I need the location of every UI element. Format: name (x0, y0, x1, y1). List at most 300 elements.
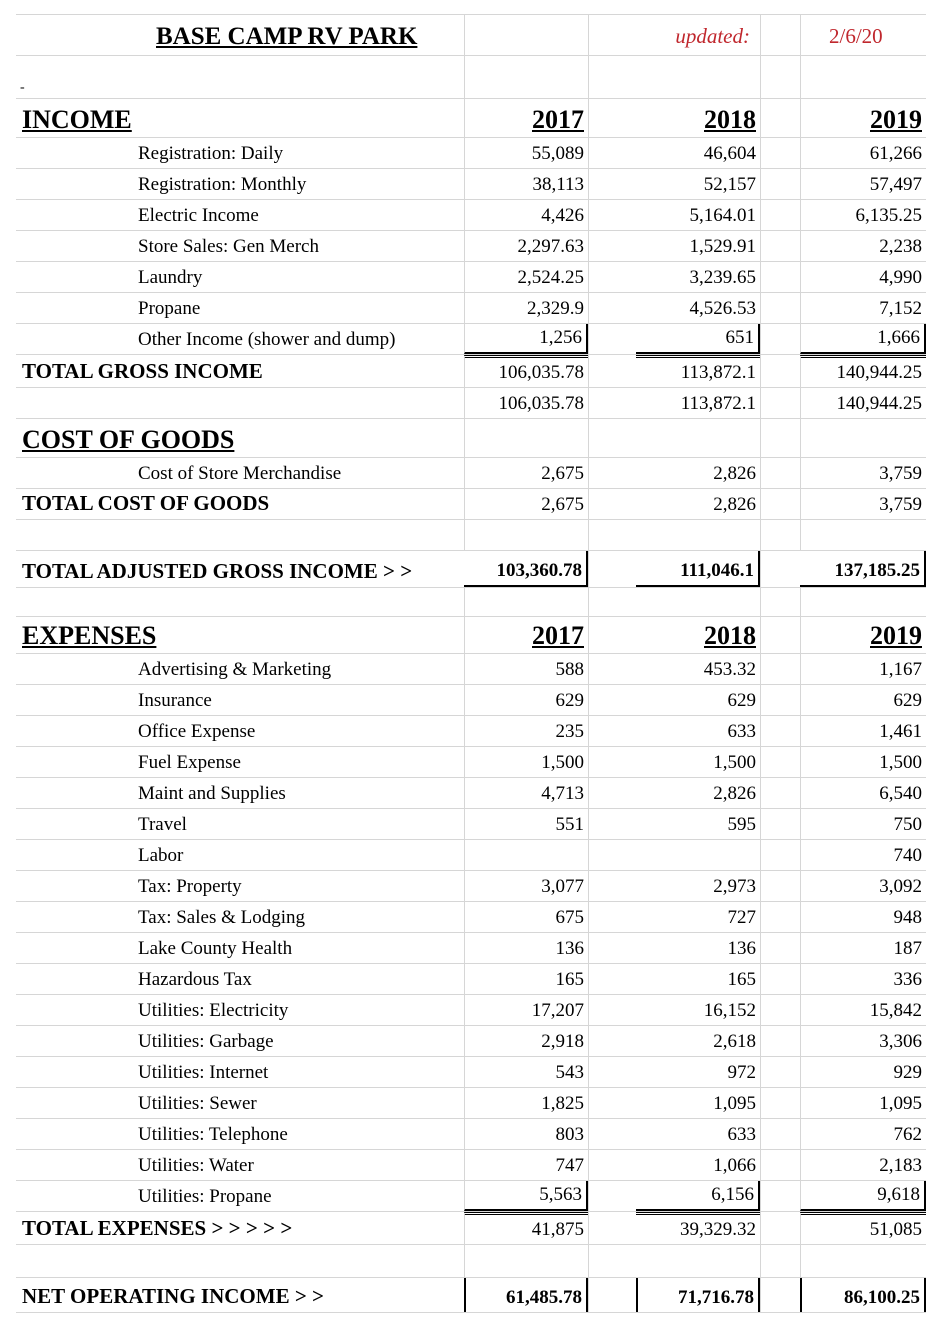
cell[interactable] (464, 520, 588, 550)
cell[interactable] (636, 200, 760, 230)
cell[interactable] (760, 964, 800, 994)
cell[interactable] (588, 419, 636, 457)
cell[interactable] (800, 1119, 926, 1149)
cell[interactable] (636, 169, 760, 199)
cell[interactable] (134, 902, 464, 932)
cell[interactable] (800, 871, 926, 901)
cell[interactable] (588, 200, 636, 230)
cell[interactable] (800, 778, 926, 808)
cell[interactable] (134, 778, 464, 808)
cell[interactable] (464, 685, 588, 715)
cell[interactable] (800, 654, 926, 684)
cell[interactable] (760, 355, 800, 387)
cell[interactable] (800, 138, 926, 168)
cell[interactable] (636, 1088, 760, 1118)
cell[interactable] (800, 1150, 926, 1180)
cell[interactable] (16, 324, 134, 354)
cell[interactable] (760, 588, 800, 616)
cell[interactable] (464, 778, 588, 808)
cell[interactable] (16, 1057, 134, 1087)
cell[interactable] (800, 1245, 926, 1277)
cell[interactable] (16, 778, 134, 808)
cell[interactable] (588, 964, 636, 994)
cell[interactable] (588, 840, 636, 870)
cell[interactable] (588, 489, 636, 519)
cell[interactable] (636, 964, 760, 994)
cell[interactable] (464, 902, 588, 932)
cell[interactable] (16, 902, 134, 932)
cell[interactable] (16, 1278, 464, 1312)
cell[interactable] (636, 617, 760, 653)
expense-item-value-2019: 762 (893, 1124, 922, 1145)
cell[interactable] (16, 1026, 134, 1056)
cell[interactable] (636, 778, 760, 808)
cell[interactable] (16, 419, 464, 457)
cell[interactable] (134, 262, 464, 292)
cell[interactable] (134, 1150, 464, 1180)
cell[interactable] (464, 1245, 588, 1277)
cell[interactable] (800, 169, 926, 199)
cell[interactable] (760, 138, 800, 168)
cell[interactable] (134, 15, 464, 55)
cell[interactable] (636, 419, 760, 457)
cell[interactable] (464, 1057, 588, 1087)
cell[interactable] (636, 685, 760, 715)
cell[interactable] (760, 933, 800, 963)
cell[interactable] (588, 520, 636, 550)
cell[interactable] (800, 902, 926, 932)
cell[interactable] (464, 654, 588, 684)
cell[interactable] (134, 995, 464, 1025)
cell[interactable] (464, 809, 588, 839)
cell[interactable] (800, 964, 926, 994)
cell[interactable] (588, 747, 636, 777)
cell[interactable] (464, 1181, 588, 1211)
cell[interactable] (134, 685, 464, 715)
cell[interactable] (464, 588, 588, 616)
cell[interactable] (760, 1245, 800, 1277)
cell[interactable] (636, 588, 760, 616)
cell[interactable] (636, 138, 760, 168)
expense-item-value-2017: 543 (555, 1062, 584, 1083)
cell[interactable] (800, 56, 926, 98)
cell[interactable] (760, 747, 800, 777)
cell[interactable] (636, 1026, 760, 1056)
cell[interactable] (760, 169, 800, 199)
cell[interactable] (588, 1057, 636, 1087)
cell[interactable] (800, 200, 926, 230)
cell[interactable] (588, 169, 636, 199)
cell[interactable] (16, 1245, 464, 1277)
cell[interactable] (16, 654, 134, 684)
total-cogs-row (16, 489, 926, 520)
cell[interactable] (588, 1088, 636, 1118)
cell[interactable] (464, 489, 588, 519)
cell[interactable] (636, 520, 760, 550)
cell[interactable] (16, 355, 464, 387)
cell[interactable] (16, 138, 134, 168)
cell[interactable] (16, 933, 134, 963)
cell[interactable] (800, 355, 926, 387)
cell[interactable] (588, 902, 636, 932)
cell[interactable] (760, 1088, 800, 1118)
cell[interactable] (760, 489, 800, 519)
cell[interactable] (588, 1150, 636, 1180)
cell[interactable] (760, 200, 800, 230)
cell[interactable] (636, 489, 760, 519)
cell[interactable] (636, 99, 760, 137)
cell[interactable] (800, 840, 926, 870)
cell[interactable] (588, 871, 636, 901)
cell[interactable] (760, 262, 800, 292)
cell[interactable] (464, 419, 588, 457)
cell[interactable] (464, 262, 588, 292)
cell[interactable] (636, 231, 760, 261)
cell[interactable] (464, 324, 588, 354)
cell[interactable] (134, 871, 464, 901)
cell[interactable] (800, 588, 926, 616)
cell[interactable] (16, 871, 134, 901)
cell[interactable] (800, 419, 926, 457)
cell[interactable] (464, 293, 588, 323)
cell[interactable] (760, 840, 800, 870)
expense-item-value-2019: 2,183 (879, 1155, 922, 1176)
cell[interactable] (134, 324, 464, 354)
cell[interactable] (464, 1212, 588, 1244)
cell[interactable] (760, 902, 800, 932)
cell[interactable] (464, 169, 588, 199)
income-item-label: Registration: Daily (138, 143, 284, 164)
cell[interactable] (464, 964, 588, 994)
income-item-value-2017: 55,089 (531, 143, 584, 164)
cell[interactable] (800, 551, 926, 587)
cell[interactable] (588, 1181, 636, 1211)
cell[interactable] (134, 1181, 464, 1211)
cell[interactable] (800, 933, 926, 963)
cell[interactable] (636, 1212, 760, 1244)
cell[interactable] (760, 1181, 800, 1211)
cell[interactable] (636, 871, 760, 901)
expense-item-value-2019: 629 (893, 690, 922, 711)
cell[interactable] (16, 716, 134, 746)
cell[interactable] (760, 458, 800, 488)
cell[interactable] (636, 1278, 760, 1312)
cell[interactable] (800, 293, 926, 323)
expense-item-value-2017: 3,077 (541, 876, 584, 897)
cell[interactable] (464, 231, 588, 261)
cell[interactable] (760, 56, 800, 98)
income-item-value-2017: 2,297.63 (517, 236, 584, 257)
cell[interactable] (16, 169, 134, 199)
cell[interactable] (134, 200, 464, 230)
expense-item-row (16, 778, 926, 809)
updated-label: updated: (675, 24, 750, 48)
spreadsheet (16, 14, 926, 1313)
cell[interactable] (464, 617, 588, 653)
cell[interactable] (636, 1057, 760, 1087)
cell[interactable] (636, 716, 760, 746)
income-item-value-2017: 2,329.9 (527, 298, 584, 319)
cell[interactable] (16, 809, 134, 839)
cell[interactable] (636, 56, 760, 98)
cell[interactable] (588, 15, 636, 55)
cell[interactable] (588, 324, 636, 354)
cell[interactable] (464, 99, 588, 137)
cell[interactable] (636, 902, 760, 932)
cell[interactable] (464, 716, 588, 746)
cell[interactable] (16, 520, 464, 550)
cell[interactable] (636, 1245, 760, 1277)
cell[interactable] (134, 138, 464, 168)
cell[interactable] (16, 1212, 464, 1244)
cell[interactable] (800, 716, 926, 746)
cell[interactable] (464, 15, 588, 55)
cell[interactable] (760, 716, 800, 746)
cell[interactable] (760, 778, 800, 808)
cell[interactable] (16, 995, 134, 1025)
cell[interactable] (16, 551, 464, 587)
cell[interactable] (800, 489, 926, 519)
income-item-value-2017: 4,426 (541, 205, 584, 226)
cell[interactable] (16, 1119, 134, 1149)
cell[interactable] (760, 324, 800, 354)
cell[interactable] (134, 169, 464, 199)
cell[interactable] (134, 747, 464, 777)
income-item-value-2017: 2,524.25 (517, 267, 584, 288)
cell[interactable] (760, 1026, 800, 1056)
cell[interactable] (636, 551, 760, 587)
income-item-value-2019: 6,135.25 (855, 205, 922, 226)
cell[interactable] (16, 200, 134, 230)
cell[interactable] (800, 388, 926, 418)
cell[interactable] (464, 871, 588, 901)
total-cogs-label: TOTAL COST OF GOODS (22, 491, 270, 515)
cell[interactable] (760, 388, 800, 418)
cell[interactable] (636, 1119, 760, 1149)
cell[interactable] (636, 15, 760, 55)
cell[interactable] (588, 551, 636, 587)
cell[interactable] (636, 293, 760, 323)
cell[interactable] (800, 262, 926, 292)
cell[interactable] (588, 1278, 636, 1312)
cell[interactable] (760, 1212, 800, 1244)
cell[interactable] (800, 231, 926, 261)
cell[interactable] (134, 933, 464, 963)
expense-item-label: Lake County Health (138, 938, 293, 959)
cell[interactable] (588, 1245, 636, 1277)
cell[interactable] (760, 809, 800, 839)
cell[interactable] (800, 15, 926, 55)
cell[interactable] (464, 56, 588, 98)
cell[interactable] (636, 458, 760, 488)
cell[interactable] (134, 654, 464, 684)
cell[interactable] (588, 1026, 636, 1056)
cell[interactable] (588, 588, 636, 616)
cell[interactable] (636, 324, 760, 354)
cell[interactable] (588, 231, 636, 261)
cell[interactable] (588, 933, 636, 963)
cell[interactable] (636, 262, 760, 292)
cell[interactable] (134, 1088, 464, 1118)
cell[interactable] (800, 995, 926, 1025)
cell[interactable] (16, 388, 464, 418)
cell[interactable] (588, 809, 636, 839)
cell[interactable] (800, 520, 926, 550)
cell[interactable] (464, 200, 588, 230)
cell[interactable] (588, 685, 636, 715)
cell[interactable] (588, 388, 636, 418)
cell[interactable] (464, 1119, 588, 1149)
cell[interactable] (636, 809, 760, 839)
cell[interactable] (800, 324, 926, 354)
cell[interactable] (760, 871, 800, 901)
cell[interactable] (800, 1088, 926, 1118)
cell[interactable] (464, 933, 588, 963)
cell[interactable] (800, 809, 926, 839)
cell[interactable] (760, 685, 800, 715)
cell[interactable] (588, 458, 636, 488)
cell[interactable] (588, 138, 636, 168)
cell[interactable] (588, 56, 636, 98)
cell[interactable] (800, 458, 926, 488)
cell[interactable] (16, 1150, 134, 1180)
cell[interactable] (588, 617, 636, 653)
cell[interactable] (16, 1181, 134, 1211)
cell[interactable] (16, 588, 464, 616)
cell[interactable] (464, 1278, 588, 1312)
cell[interactable] (636, 995, 760, 1025)
cell[interactable] (16, 231, 134, 261)
expense-item-label: Tax: Sales & Lodging (138, 907, 306, 928)
cell[interactable] (760, 15, 800, 55)
income-item-row (16, 200, 926, 231)
cell[interactable] (800, 747, 926, 777)
cell[interactable] (760, 1278, 800, 1312)
cell[interactable] (636, 747, 760, 777)
cell[interactable] (760, 1057, 800, 1087)
cell[interactable] (760, 231, 800, 261)
cell[interactable] (16, 617, 464, 653)
cell[interactable] (16, 458, 134, 488)
cell[interactable] (16, 262, 134, 292)
expense-item-label: Utilities: Propane (138, 1186, 272, 1207)
cell[interactable] (636, 840, 760, 870)
cell[interactable] (464, 840, 588, 870)
cell[interactable] (760, 995, 800, 1025)
cell[interactable] (16, 685, 134, 715)
cell[interactable] (16, 489, 464, 519)
cogs-rows (16, 458, 926, 489)
cell[interactable] (464, 995, 588, 1025)
expense-item-row (16, 1057, 926, 1088)
cell[interactable] (134, 964, 464, 994)
cell[interactable] (464, 138, 588, 168)
expense-item-row (16, 964, 926, 995)
cell[interactable] (800, 99, 926, 137)
cell[interactable] (760, 1150, 800, 1180)
cell[interactable] (800, 1057, 926, 1087)
cell[interactable] (16, 15, 134, 55)
cell[interactable] (16, 747, 134, 777)
cell[interactable] (588, 355, 636, 387)
cell[interactable] (636, 355, 760, 387)
cell[interactable] (636, 933, 760, 963)
cell[interactable] (760, 419, 800, 457)
cell[interactable] (134, 56, 464, 98)
cell[interactable] (588, 99, 636, 137)
cell[interactable] (134, 458, 464, 488)
cell[interactable] (588, 778, 636, 808)
expense-item-label: Utilities: Internet (138, 1062, 269, 1083)
cell[interactable] (16, 56, 134, 98)
cell[interactable] (134, 1119, 464, 1149)
cell[interactable] (636, 388, 760, 418)
cell[interactable] (16, 964, 134, 994)
cell[interactable] (636, 1150, 760, 1180)
cell[interactable] (760, 293, 800, 323)
cell[interactable] (588, 716, 636, 746)
cell[interactable] (760, 551, 800, 587)
blank-row (16, 1245, 926, 1278)
cell[interactable] (464, 388, 588, 418)
income-item-label: Other Income (shower and dump) (138, 329, 396, 350)
cell[interactable] (464, 1150, 588, 1180)
cell[interactable] (134, 1026, 464, 1056)
cell[interactable] (800, 1278, 926, 1312)
cell[interactable] (16, 840, 134, 870)
cell[interactable] (464, 747, 588, 777)
cell[interactable] (760, 520, 800, 550)
cogs-item-row (16, 458, 926, 489)
cell[interactable] (16, 1088, 134, 1118)
cell[interactable] (464, 1088, 588, 1118)
cell[interactable] (588, 654, 636, 684)
cell[interactable] (760, 617, 800, 653)
cell[interactable] (134, 840, 464, 870)
cell[interactable] (464, 551, 588, 587)
cell[interactable] (800, 617, 926, 653)
cell[interactable] (800, 1181, 926, 1211)
cell[interactable] (588, 1212, 636, 1244)
cell[interactable] (760, 99, 800, 137)
cell[interactable] (636, 1181, 760, 1211)
cell[interactable] (588, 262, 636, 292)
cell[interactable] (588, 995, 636, 1025)
cell[interactable] (464, 1026, 588, 1056)
cell[interactable] (800, 1026, 926, 1056)
income-item-value-2018: 651 (725, 327, 754, 348)
adjusted-gross-income-2017: 103,360.78 (496, 560, 582, 581)
cell[interactable] (588, 293, 636, 323)
cell[interactable] (588, 1119, 636, 1149)
cell[interactable] (16, 99, 464, 137)
cell[interactable] (464, 458, 588, 488)
cell[interactable] (134, 716, 464, 746)
cell[interactable] (134, 231, 464, 261)
cell[interactable] (134, 809, 464, 839)
cell[interactable] (800, 685, 926, 715)
cell[interactable] (134, 1057, 464, 1087)
cell[interactable] (464, 355, 588, 387)
income-item-value-2018: 4,526.53 (689, 298, 756, 319)
cell[interactable] (16, 293, 134, 323)
cell[interactable] (800, 1212, 926, 1244)
expense-rows (16, 654, 926, 1212)
cell[interactable] (134, 293, 464, 323)
cell[interactable] (636, 654, 760, 684)
cell[interactable] (760, 654, 800, 684)
cell[interactable] (760, 1119, 800, 1149)
